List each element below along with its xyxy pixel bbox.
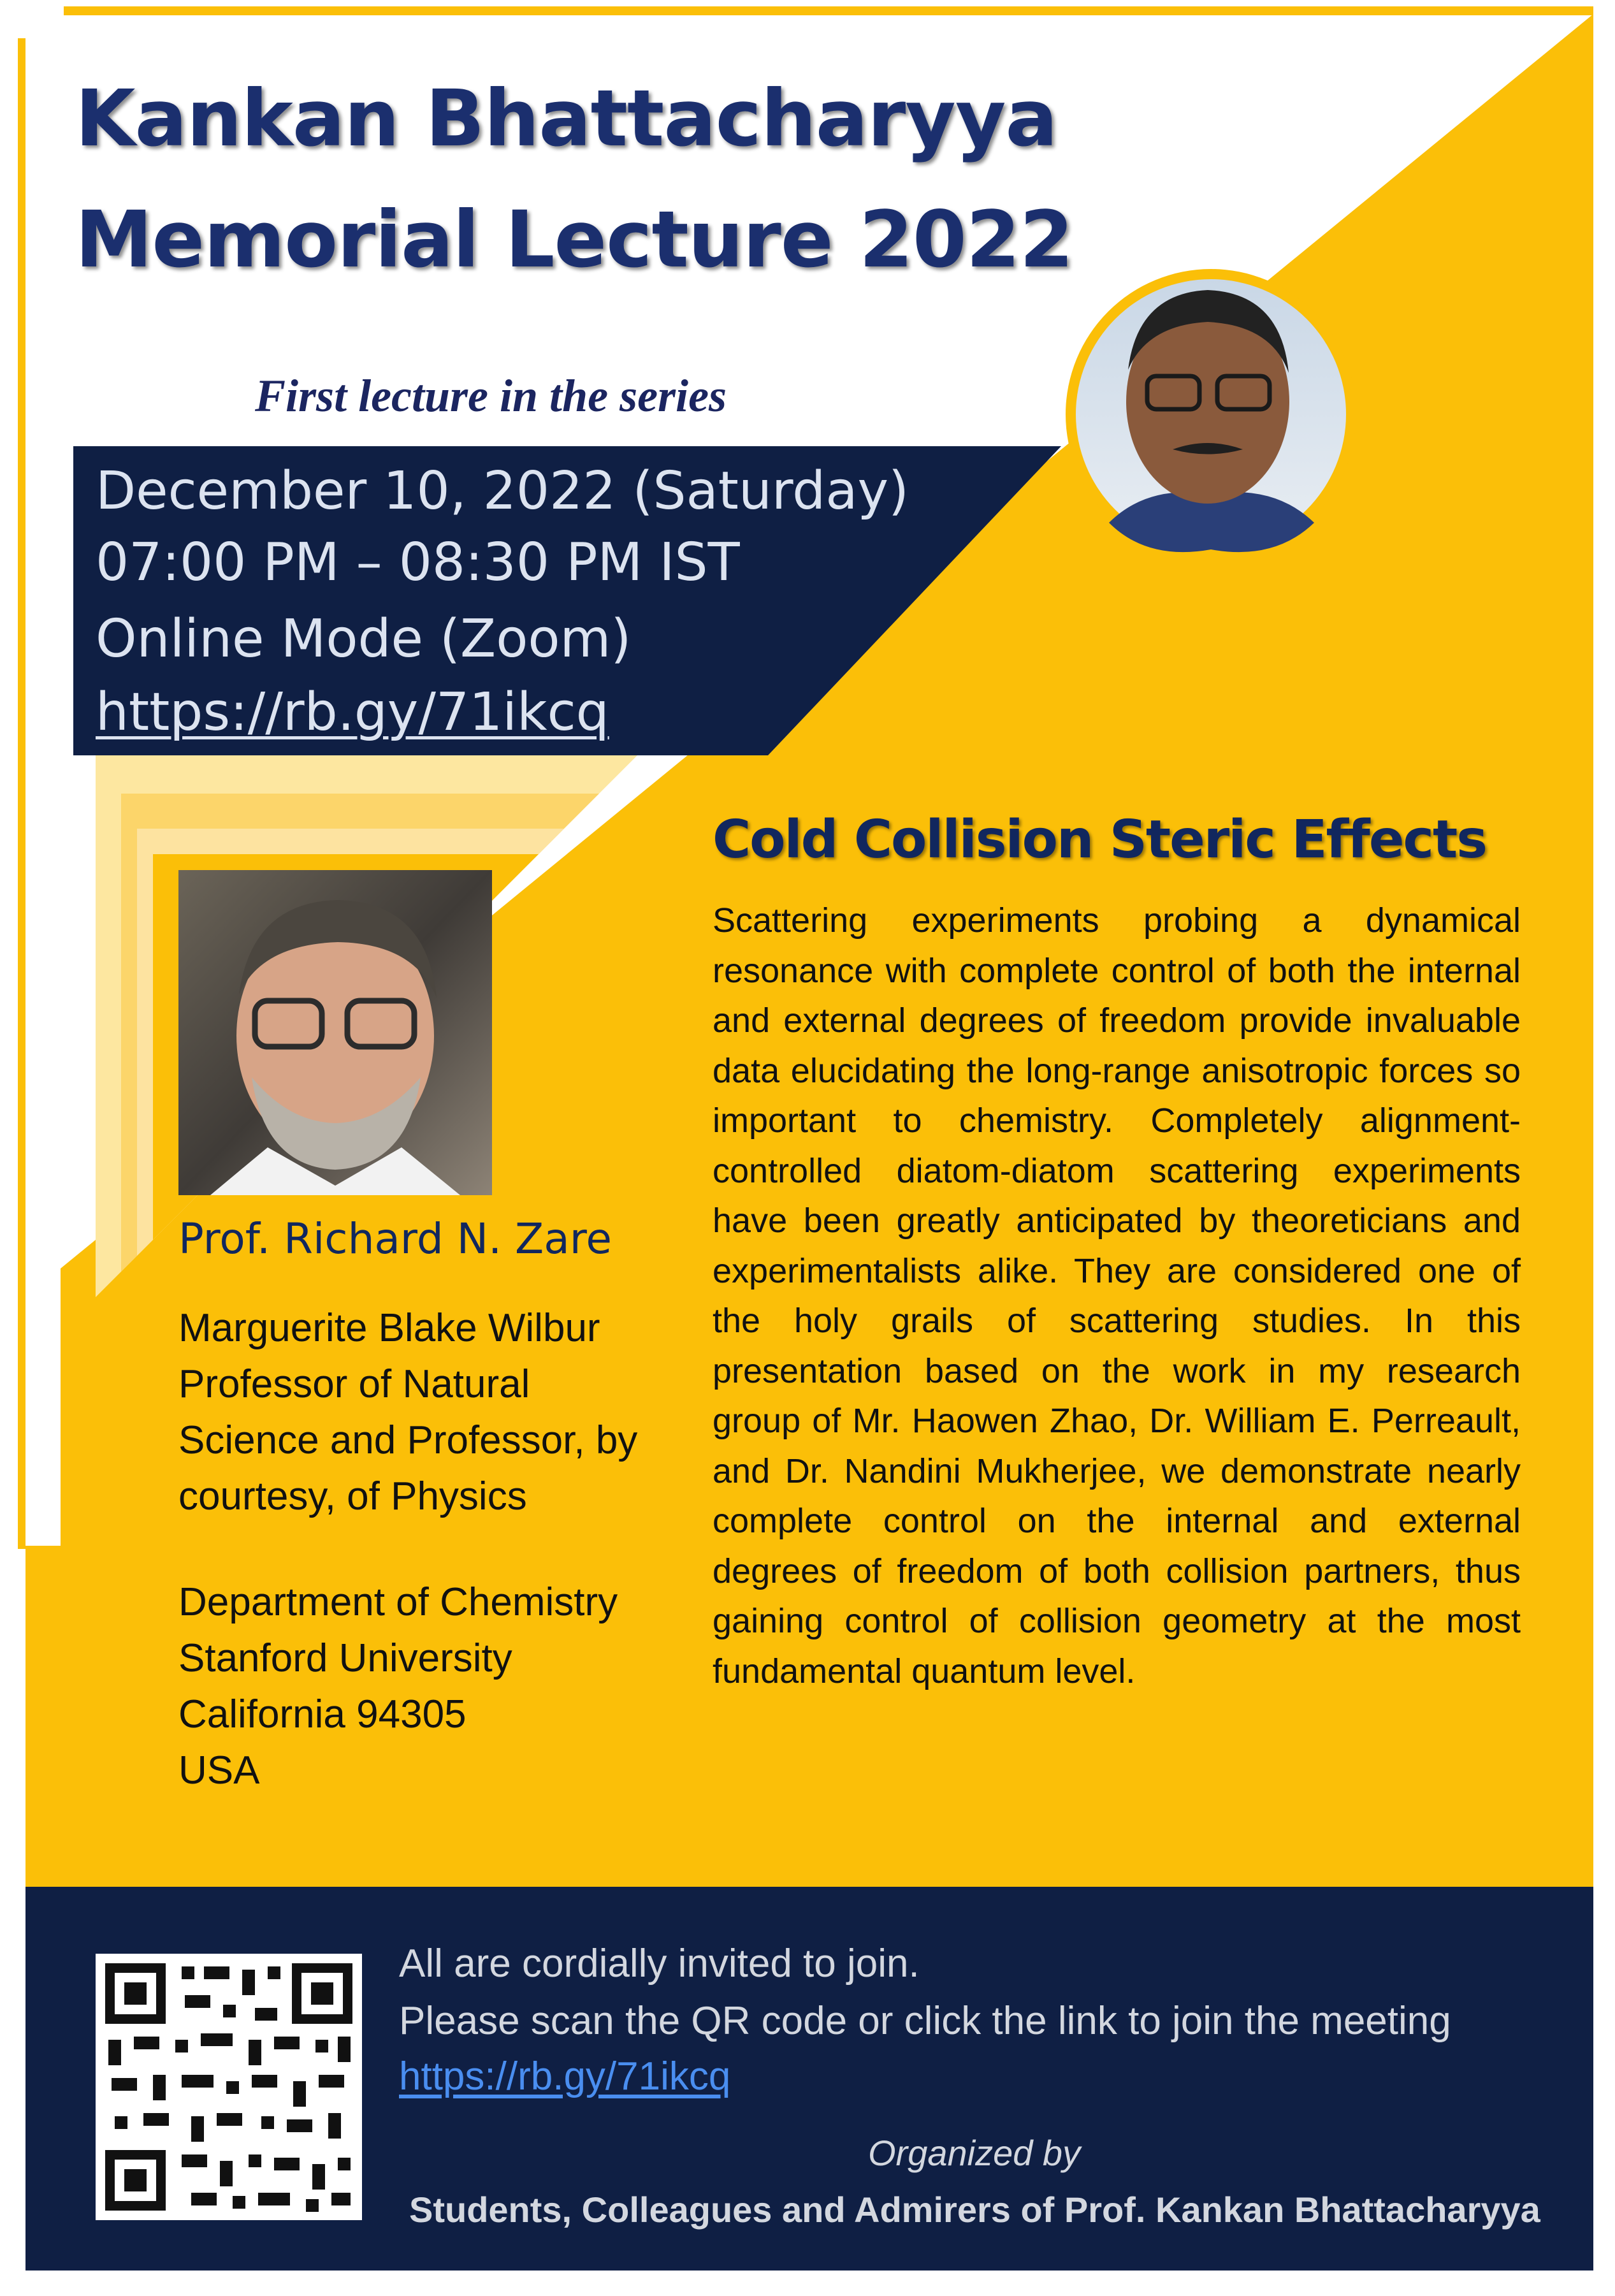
footer-instruction: Please scan the QR code or click the link to join the meeting [399, 1999, 1451, 2043]
gold-left-border [18, 38, 25, 1549]
speaker-name: Prof. Richard N. Zare [178, 1214, 612, 1263]
lecture-title-line-2: Memorial Lecture 2022 [75, 194, 1073, 285]
event-time: 07:00 PM – 08:30 PM IST [96, 532, 740, 593]
event-link[interactable]: https://rb.gy/71ikcq [96, 682, 609, 743]
gold-top-border [64, 6, 1593, 15]
organized-by-label: Organized by [868, 2133, 1081, 2173]
event-date: December 10, 2022 (Saturday) [96, 461, 909, 521]
speaker-position: Marguerite Blake Wilbur Professor of Natural Science and Professor, by courtesy, of Physics [178, 1306, 638, 1518]
talk-title: Cold Collision Steric Effects [713, 810, 1487, 870]
lecture-title-line-1: Kankan Bhattacharyya [75, 73, 1057, 164]
talk-abstract: Scattering experiments probing a dynamical resonance with complete control of both the internal and external degrees of freedom provide invaluable data elucidating the long-range anisotropic forces so important to chemistry. Completely alignment-controlled diatom-diatom scattering experiments have been greatly anticipated by theoreticians and experimentalists alike. They are considered one of the holy grails of scattering studies. In this presentation based on the work in my research group of Mr. Haowen Zhao, Dr. William E. Perreault, and Dr. Nandini Mukherjee, we demonstrate nearly complete control on the internal and external degrees of freedom of both collision partners, thus gaining control of collision geometry at the most fundamental quantum level. [713, 901, 1521, 1690]
speaker-department: Department of Chemistry Stanford University California 94305 USA [178, 1580, 618, 1792]
lecture-subtitle: First lecture in the series [255, 370, 727, 421]
event-mode: Online Mode (Zoom) [96, 609, 632, 669]
footer-invite: All are cordially invited to join. [399, 1942, 920, 1986]
organizers: Students, Colleagues and Admirers of Prof. Kankan Bhattacharyya [409, 2190, 1540, 2230]
footer-link[interactable]: https://rb.gy/71ikcq [399, 2054, 731, 2098]
